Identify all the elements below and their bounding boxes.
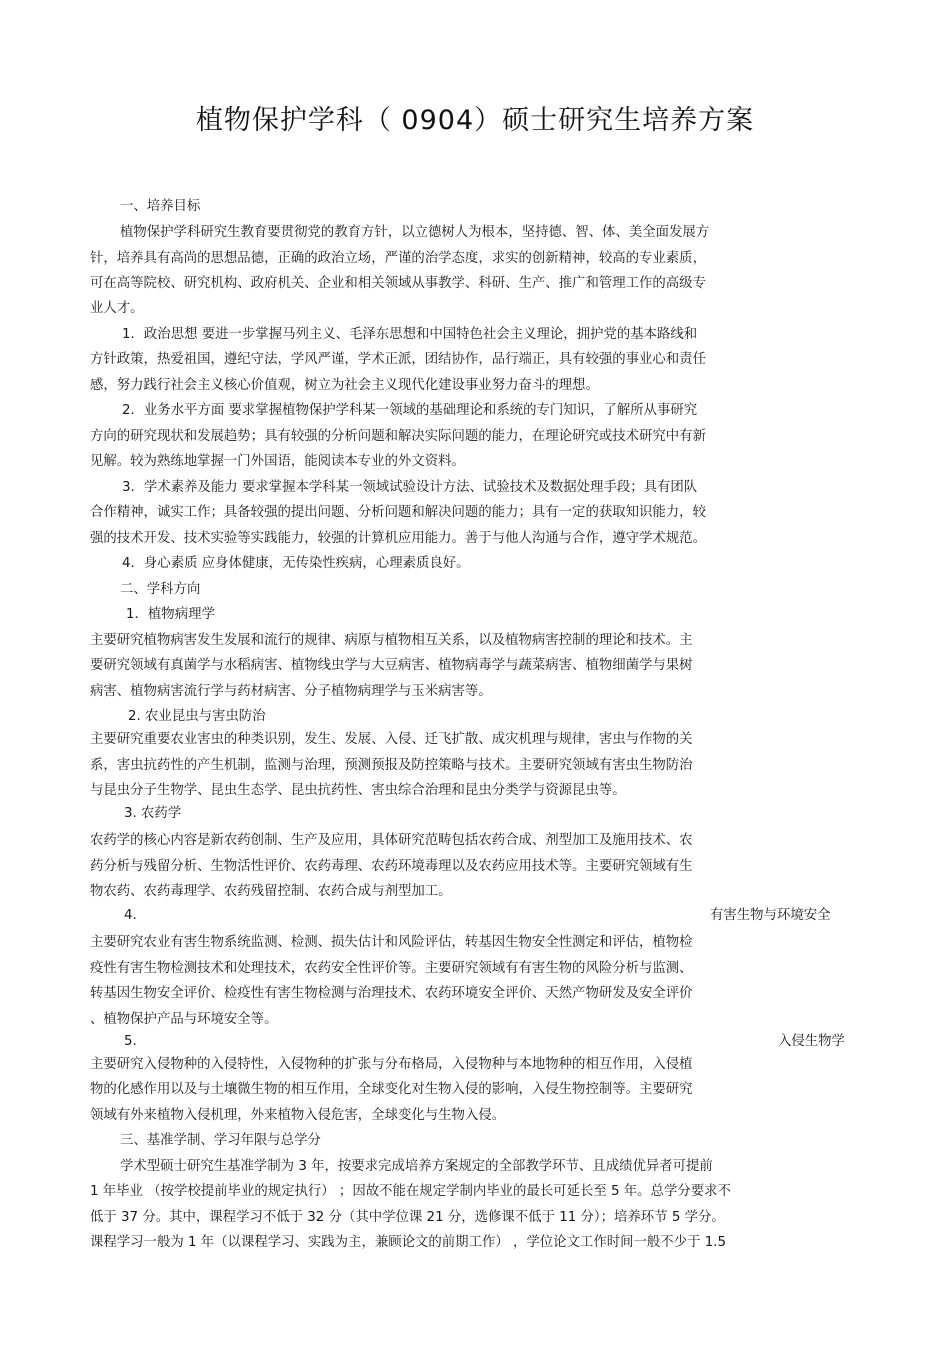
paragraph-line: 强的技术开发、技术实验等实践能力，较强的计算机应用能力。善于与他人沟通与合作，遵守学术规范。 [90,531,706,546]
paragraph-line: 药分析与残留分析、生物活性评价、农药毒理、农药环境毒理以及农药应用技术等。主要研究领域有生 [90,859,693,874]
paragraph-line: 学术型硕士研究生基准学制为 3 年，按要求完成培养方案规定的全部教学环节、且成绩优异者可提前 [120,1159,713,1174]
paragraph-line: 疫性有害生物检测技术和处理技术，农药安全性评价等。主要研究领域有有害生物的风险分析与监测、 [90,961,693,976]
section-heading: 二、学科方向 [120,582,201,597]
paragraph-line: 与昆虫分子生物学、昆虫生态学、昆虫抗药性、害虫综合治理和昆虫分类学与资源昆虫等。 [90,783,626,798]
paragraph-line: 1 年毕业 （按学校提前毕业的规定执行） ；因故不能在规定学制内毕业的最长可延长至 5 年。总学分要求不 [90,1184,731,1199]
paragraph-line: 见解。较为熟练地掌握一门外国语，能阅读本专业的外文资料。 [90,454,465,469]
paragraph-line: 感，努力践行社会主义核心价值观，树立为社会主义现代化建设事业努力奋斗的理想。 [90,378,599,393]
subsection-heading: 3. 农药学 [124,806,182,821]
subsection-number: 4. [124,908,137,923]
paragraph-line: 物的化感作用以及与土壤微生物的相互作用，全球变化对生物入侵的影响，入侵生物控制等。主要研究 [90,1082,693,1097]
paragraph-line: 主要研究入侵物种的入侵特性，入侵物种的扩张与分布格局，入侵物种与本地物种的相互作用，入侵植 [90,1057,693,1072]
paragraph-line: 可在高等院校、研究机构、政府机关、企业和相关领域从事教学、科研、生产、推广和管理工作的高级专 [90,276,706,291]
paragraph-line: 病害、植物病害流行学与药材病害、分子植物病理学与玉米病害等。 [90,684,492,699]
paragraph-line: 2．业务水平方面 要求掌握植物保护学科某一领域的基础理论和系统的专门知识，了解所从事研究 [122,403,698,418]
paragraph-line: 要研究领域有真菌学与水稻病害、植物线虫学与大豆病害、植物病毒学与蔬菜病害、植物细菌学与果树 [90,658,693,673]
paragraph-line: 主要研究重要农业害虫的种类识别，发生、发展、入侵、迁飞扩散、成灾机理与规律，害虫与作物的关 [90,732,693,747]
paragraph-line: 业人才。 [90,301,144,316]
subsection-heading: 入侵生物学 [778,1034,845,1049]
paragraph-line: 、植物保护产品与环境安全等。 [90,1012,278,1027]
paragraph-line: 物农药、农药毒理学、农药残留控制、农药合成与剂型加工。 [90,884,452,899]
paragraph-line: 针，培养具有高尚的思想品德，正确的政治立场，严谨的治学态度，求实的创新精神，较高的专业素质， [90,251,706,266]
paragraph-line: 主要研究植物病害发生发展和流行的规律、病原与植物相互关系，以及植物病害控制的理论和技术。主 [90,633,693,648]
paragraph-line: 1．政治思想 要进一步掌握马列主义、毛泽东思想和中国特色社会主义理论，拥护党的基本路线和 [122,327,698,342]
paragraph-line: 农药学的核心内容是新农药创制、生产及应用，具体研究范畴包括农药合成、剂型加工及施用技术、农 [90,833,693,848]
paragraph-line: 4．身心素质 应身体健康，无传染性疾病，心理素质良好。 [122,556,470,571]
subsection-heading: 有害生物与环境安全 [710,908,831,923]
paragraph-line: 植物保护学科研究生教育要贯彻党的教育方针，以立德树人为根本，坚持德、智、体、美全面发展方 [120,225,710,240]
subsection-heading: 2. 农业昆虫与害虫防治 [128,709,266,724]
paragraph-line: 3．学术素养及能力 要求掌握本学科某一领域试验设计方法、试验技术及数据处理手段；具有团队 [122,480,698,495]
paragraph-line: 主要研究农业有害生物系统监测、检测、损失估计和风险评估，转基因生物安全性测定和评估，植物检 [90,935,693,950]
paragraph-line: 方向的研究现状和发展趋势；具有较强的分析问题和解决实际问题的能力，在理论研究或技术研究中有新 [90,429,706,444]
paragraph-line: 系，害虫抗药性的产生机制，监测与治理，预测预报及防控策略与技术。主要研究领域有害虫生物防治 [90,758,693,773]
subsection-heading: 1．植物病理学 [126,607,215,622]
paragraph-line: 领域有外来植物入侵机理，外来植物入侵危害，全球变化与生物入侵。 [90,1108,506,1123]
section-heading: 一、培养目标 [120,199,201,214]
paragraph-line: 方针政策，热爱祖国，遵纪守法，学风严谨，学术正派，团结协作，品行端正，具有较强的事业心和责任 [90,352,706,367]
page-title: 植物保护学科（ 0904）硕士研究生培养方案 [195,105,755,136]
paragraph-line: 转基因生物安全评价、检疫性有害生物检测与治理技术、农药环境安全评价、天然产物研发及安全评价 [90,986,693,1001]
section-heading: 三、基准学制、学习年限与总学分 [120,1133,321,1148]
subsection-number: 5. [124,1034,137,1049]
paragraph-line: 合作精神，诚实工作；具备较强的提出问题、分析问题和解决问题的能力；具有一定的获取知识能力，较 [90,505,706,520]
paragraph-line: 低于 37 分。其中，课程学习不低于 32 分（其中学位课 21 分，选修课不低于 11 分）；培养环节 5 学分。 [90,1210,725,1225]
paragraph-line: 课程学习一般为 1 年（以课程学习、实践为主，兼顾论文的前期工作） ，学位论文工作时间一般不少于 1.5 [90,1235,727,1250]
